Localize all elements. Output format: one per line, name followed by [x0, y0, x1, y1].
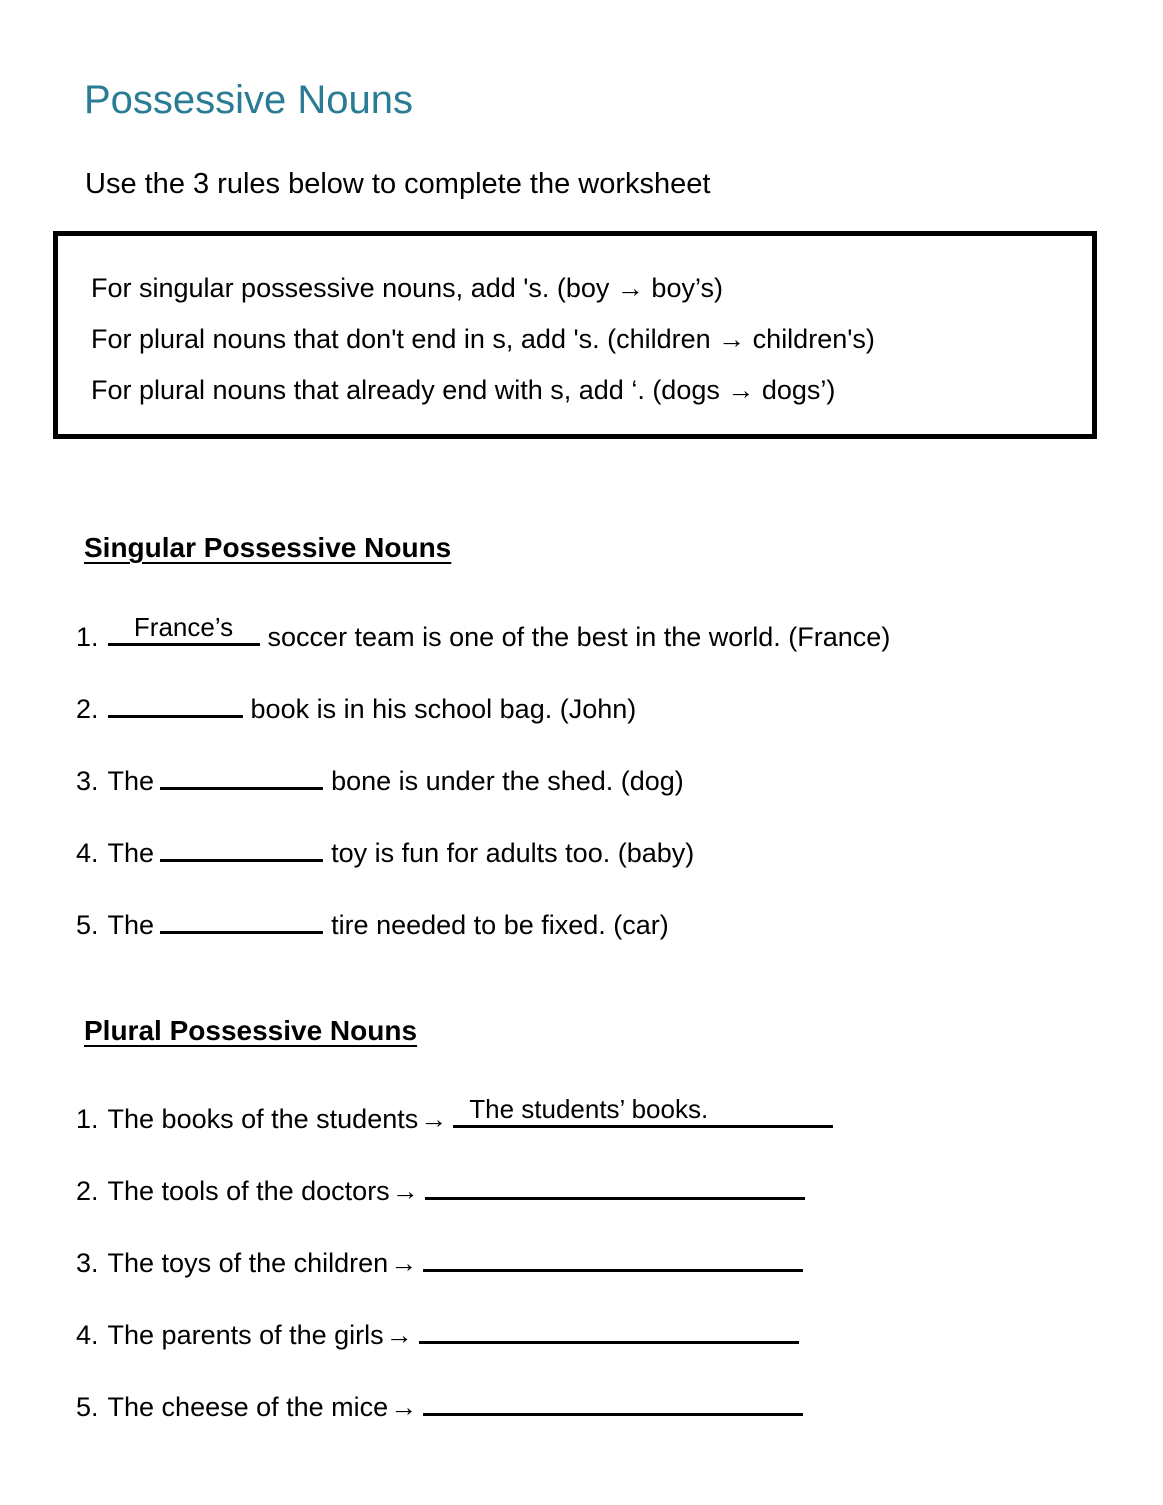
question-text: toy is fun for adults too. (baby) — [331, 838, 695, 868]
answer-blank[interactable] — [108, 613, 260, 646]
rules-box — [53, 231, 1097, 439]
question-prefix: The — [107, 766, 155, 796]
singular-question-list — [76, 613, 1136, 973]
answer-text: The students’ books. — [469, 1094, 709, 1124]
question-text: The tools of the doctors — [107, 1176, 390, 1206]
arrow-icon: → — [385, 1320, 413, 1350]
rule-item: For singular possessive nouns, add 's. (boy → boy’s) — [91, 273, 723, 303]
section-heading-singular: Singular Possessive Nouns — [84, 532, 452, 563]
worksheet-instructions: Use the 3 rules below to complete the worksheet — [85, 168, 711, 200]
question-text: The cheese of the mice — [107, 1392, 389, 1422]
rule-item: For plural nouns that don't end in s, add 's. (children → children's) — [91, 324, 875, 354]
question-number: 3. — [76, 766, 99, 796]
question-row — [76, 1239, 1136, 1281]
question-number: 1. — [76, 1104, 99, 1134]
question-row — [76, 685, 1136, 727]
question-prefix: The — [107, 910, 155, 940]
question-text: The toys of the children — [107, 1248, 389, 1278]
question-row — [76, 613, 1136, 655]
arrow-icon: → — [390, 1392, 418, 1422]
question-text: soccer team is one of the best in the world. (France) — [267, 622, 891, 652]
answer-blank[interactable] — [423, 1239, 803, 1272]
question-row — [76, 901, 1136, 943]
question-row — [76, 829, 1136, 871]
question-prefix: The — [107, 838, 155, 868]
answer-blank[interactable] — [419, 1311, 799, 1344]
page-title: Possessive Nouns — [84, 78, 414, 122]
arrow-icon: → — [390, 1248, 418, 1278]
answer-blank[interactable] — [160, 901, 323, 934]
question-number: 1. — [76, 622, 99, 652]
answer-text: France’s — [133, 612, 234, 642]
question-row — [76, 1167, 1136, 1209]
question-text: The books of the students — [107, 1104, 419, 1134]
answer-blank[interactable] — [160, 829, 323, 862]
plural-question-list — [76, 1095, 1136, 1455]
question-text: The parents of the girls — [107, 1320, 384, 1350]
question-row — [76, 1095, 1136, 1137]
question-text: book is in his school bag. (John) — [250, 694, 637, 724]
question-row — [76, 1383, 1136, 1425]
question-number: 3. — [76, 1248, 99, 1278]
arrow-icon: → — [420, 1104, 448, 1134]
section-heading-plural: Plural Possessive Nouns — [84, 1015, 418, 1046]
question-row — [76, 757, 1136, 799]
question-text: tire needed to be fixed. (car) — [331, 910, 669, 940]
answer-blank[interactable] — [453, 1095, 833, 1128]
rule-item: For plural nouns that already end with s, add ‘. (dogs → dogs’) — [91, 375, 836, 405]
answer-blank[interactable] — [423, 1383, 803, 1416]
question-number: 5. — [76, 1392, 99, 1422]
question-text: bone is under the shed. (dog) — [331, 766, 684, 796]
question-number: 2. — [76, 1176, 99, 1206]
question-row — [76, 1311, 1136, 1353]
rules-list — [91, 263, 1082, 416]
answer-blank[interactable] — [108, 685, 243, 718]
question-number: 4. — [76, 1320, 99, 1350]
answer-blank[interactable] — [160, 757, 323, 790]
arrow-icon: → — [391, 1176, 419, 1206]
question-number: 5. — [76, 910, 99, 940]
answer-blank[interactable] — [425, 1167, 805, 1200]
question-number: 4. — [76, 838, 99, 868]
question-number: 2. — [76, 694, 99, 724]
